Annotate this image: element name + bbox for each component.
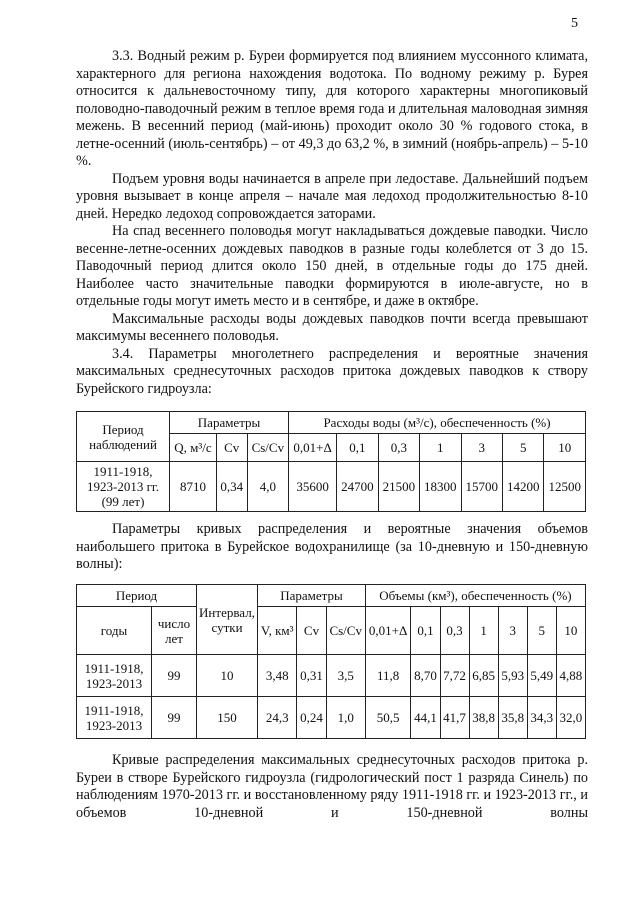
cell-cscv: 1,0: [326, 697, 365, 739]
header-interval: Интервал, сутки: [197, 585, 258, 655]
volume-parameters-table: [76, 584, 586, 739]
cell-interval: 10: [197, 655, 258, 697]
header-parameters: Параметры: [258, 585, 366, 607]
cell-value: 5,93: [498, 655, 527, 697]
header-flows: Расходы воды (м³/с), обеспеченность (%): [289, 412, 586, 434]
cell-value: 24700: [337, 462, 378, 512]
cell-value: 11,8: [365, 655, 411, 697]
table-row: [77, 655, 586, 697]
cell-cv: 0,34: [216, 462, 247, 512]
cell-value: 35600: [289, 462, 337, 512]
cell-value: 12500: [544, 462, 586, 512]
header-cv: Cv: [297, 607, 326, 655]
paragraph-volumes-intro: Параметры кривых распределения и вероятные значения объемов наибольшего притока в Бурейское водохранилище (за 10-дневную и 150-дневную волны):: [76, 521, 588, 572]
header-period: Период: [77, 585, 197, 607]
header-prob: 1: [420, 434, 461, 462]
header-prob: 5: [527, 607, 556, 655]
header-prob: 0,3: [440, 607, 469, 655]
paragraph-distribution-curves: Кривые распределения максимальных среднесуточных расходов притока р. Буреи в створе Бурейского гидроузла (гидрологический пост 1 разряда Синель) по наблюдениям 1970-2013 гг. и восстановленному ряду 1911-1918 гг. и 1923-2013 гг., и объемов 10-дневной и 150-дневной волны: [76, 752, 588, 821]
section-text-top: [76, 48, 588, 398]
header-years: годы: [77, 607, 152, 655]
cell-value: 41,7: [440, 697, 469, 739]
header-count: число лет: [152, 607, 197, 655]
cell-value: 14200: [502, 462, 543, 512]
table-row: [77, 697, 586, 739]
paragraph-floods: На спад весеннего половодья могут накладываться дождевые паводки. Число весенне-летне-осенних дождевых паводков в разные годы колеблется от 3 до 15. Паводочный период длится около 150 дней, в отдельные годы до 175 дней. Наиболее часто значительные паводки формируются в июле-августе, но в отдельные годы могут иметь место и в сентябре, и даже в октябре.: [76, 223, 588, 309]
cell-years: 1911-1918, 1923-2013: [77, 697, 152, 739]
cell-cscv: 3,5: [326, 655, 365, 697]
header-prob: 0,01+Δ: [289, 434, 337, 462]
section-text-mid: [76, 521, 588, 574]
header-cscv: Cs/Cv: [326, 607, 365, 655]
header-prob: 1: [469, 607, 498, 655]
header-v: V, км³: [258, 607, 297, 655]
paragraph-parameters-intro: 3.4. Параметры многолетнего распределения и вероятные значения максимальных среднесуточных расходов притока дождевых паводков к створу Бурейского гидроузла:: [76, 345, 588, 397]
page-number: 5: [571, 16, 578, 31]
paragraph-level-rise: Подъем уровня воды начинается в апреле при ледоставе. Дальнейший подъем уровня вызывает в конце апреля – начале мая ледоход продолжительностью 8-10 дней. Нередко ледоход сопровождается заторами.: [76, 170, 588, 222]
flow-parameters-table: [76, 411, 586, 512]
paragraph-water-regime: 3.3. Водный режим р. Буреи формируется под влиянием муссонного климата, характерного для региона нахождения водотока. По водному режиму р. Бурея относится к дальневосточному типу, для которого характерны многопиковый половодно-паводочный режим в теплое время года и длительная маловодная зимняя межень. В весенний период (май-июнь) проходит около 30 % годового стока, в летне-осенний (июль-сентябрь) – от 49,3 до 63,2 %, в зимний (ноябрь-апрель) – 5-10 %.: [76, 48, 588, 169]
header-prob: 10: [544, 434, 586, 462]
header-q: Q, м³/с: [170, 434, 217, 462]
cell-interval: 150: [197, 697, 258, 739]
cell-value: 4,88: [556, 655, 585, 697]
cell-count: 99: [152, 697, 197, 739]
cell-years: 1911-1918, 1923-2013: [77, 655, 152, 697]
cell-value: 7,72: [440, 655, 469, 697]
cell-value: 21500: [378, 462, 419, 512]
cell-period: 1911-1918, 1923-2013 гг. (99 лет): [77, 462, 170, 512]
cell-value: 38,8: [469, 697, 498, 739]
header-period: Период наблюдений: [77, 412, 170, 462]
header-prob: 0,1: [337, 434, 378, 462]
cell-value: 35,8: [498, 697, 527, 739]
header-prob: 0,3: [378, 434, 419, 462]
cell-cv: 0,31: [297, 655, 326, 697]
cell-cv: 0,24: [297, 697, 326, 739]
section-text-bottom: [76, 752, 588, 822]
cell-value: 34,3: [527, 697, 556, 739]
cell-q: 8710: [170, 462, 217, 512]
cell-value: 18300: [420, 462, 461, 512]
cell-value: 15700: [461, 462, 502, 512]
header-cv: Cv: [216, 434, 247, 462]
cell-value: 50,5: [365, 697, 411, 739]
cell-v: 3,48: [258, 655, 297, 697]
cell-cscv: 4,0: [247, 462, 288, 512]
header-prob: 0,1: [411, 607, 440, 655]
header-prob: 0,01+Δ: [365, 607, 411, 655]
header-parameters: Параметры: [170, 412, 289, 434]
cell-value: 5,49: [527, 655, 556, 697]
header-prob: 10: [556, 607, 585, 655]
cell-v: 24,3: [258, 697, 297, 739]
header-prob: 5: [502, 434, 543, 462]
header-cscv: Cs/Cv: [247, 434, 288, 462]
cell-value: 8,70: [411, 655, 440, 697]
cell-value: 44,1: [411, 697, 440, 739]
header-prob: 3: [498, 607, 527, 655]
paragraph-max-flows: Максимальные расходы воды дождевых паводков почти всегда превышают максимумы весеннего половодья.: [76, 310, 588, 344]
header-prob: 3: [461, 434, 502, 462]
cell-count: 99: [152, 655, 197, 697]
cell-value: 6,85: [469, 655, 498, 697]
cell-value: 32,0: [556, 697, 585, 739]
header-volumes: Объемы (км³), обеспеченность (%): [365, 585, 585, 607]
table-row: [77, 462, 586, 512]
